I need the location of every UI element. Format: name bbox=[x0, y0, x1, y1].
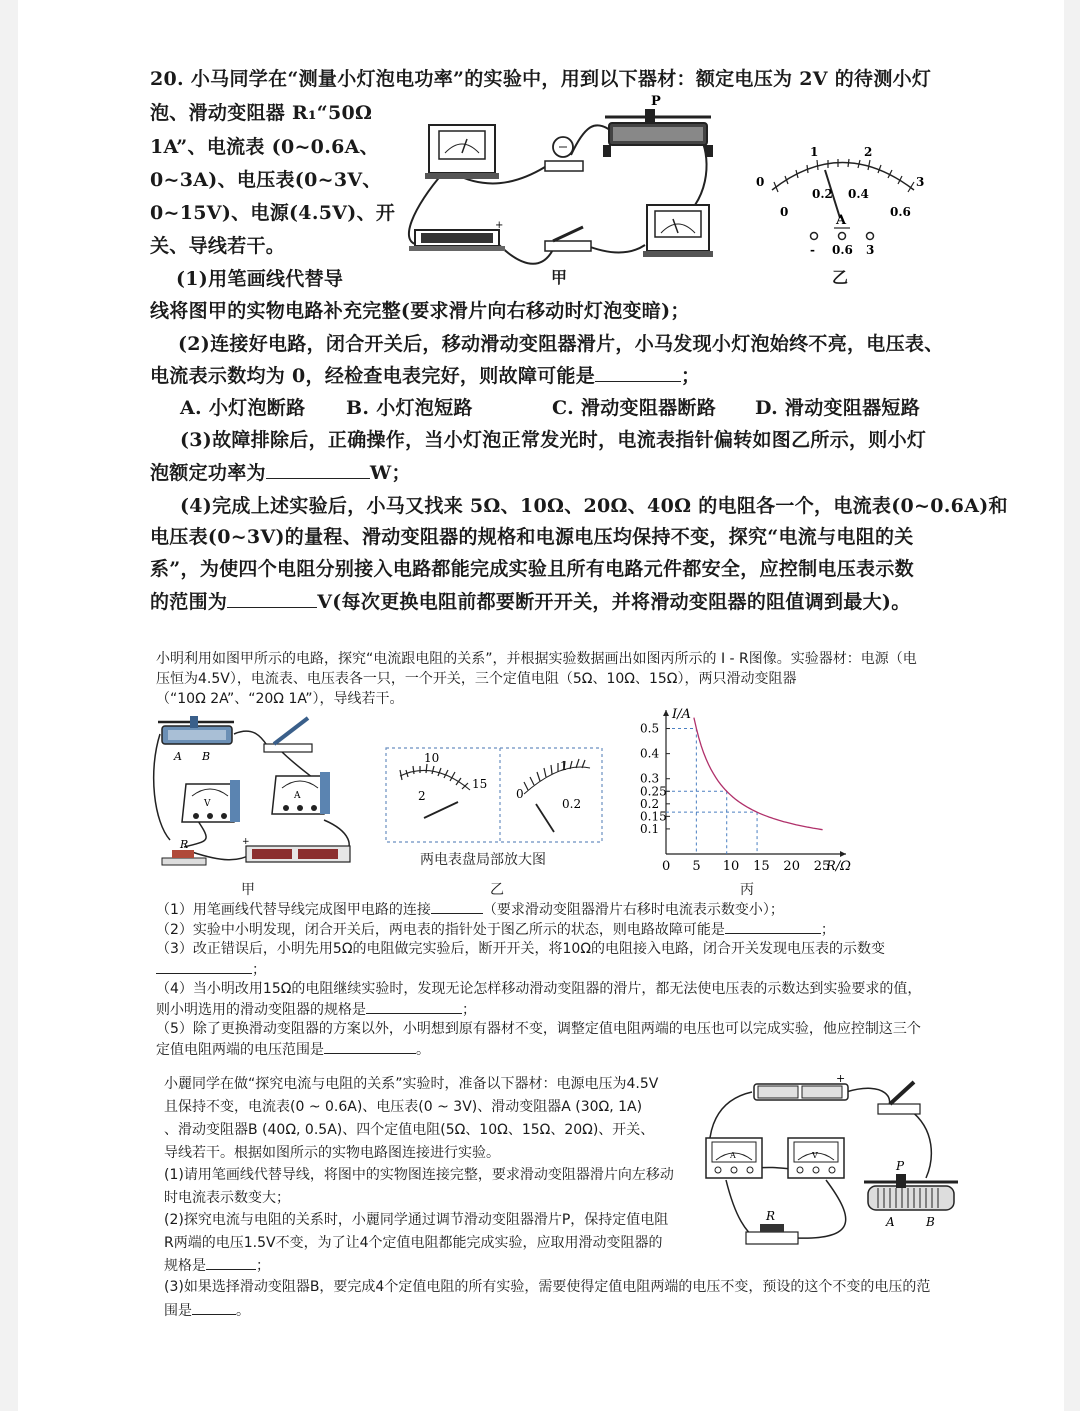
q20-line-7: (1)用笔画线代替导 bbox=[176, 268, 344, 290]
q3-switch bbox=[878, 1082, 920, 1114]
y-tick-0.3: 0.3 bbox=[640, 771, 660, 786]
q2-resistor bbox=[162, 838, 206, 865]
svg-text:V: V bbox=[812, 1151, 818, 1160]
x-tick-10: 10 bbox=[722, 859, 740, 874]
q20-line-2: 泡、滑动变阻器 R₁“50Ω bbox=[150, 102, 373, 124]
q3-ammeter bbox=[706, 1138, 762, 1178]
q2-intro-2: 压恒为4.5V），电流表、电压表各一只，一个开关，三个定值电阻（5Ω、10Ω、15Ω），两只滑动变阻器 bbox=[156, 671, 797, 687]
q20-line-4: 0~3A)、电压表(0~3V、 bbox=[150, 169, 382, 191]
q2-fig-yi-caption: 乙 bbox=[490, 882, 504, 898]
option-c: C. 滑动变阻器断路 bbox=[552, 397, 717, 419]
dial-top-1: 1 bbox=[810, 145, 819, 159]
q2-blank-3[interactable] bbox=[156, 959, 252, 974]
q3-line-1: 小麗同学在做“探究电流与电阻的关系”实验时，准备以下器材：电源电压为4.5V bbox=[164, 1076, 659, 1092]
y-tick-0.5: 0.5 bbox=[640, 721, 660, 736]
dial-top-3: 3 bbox=[916, 175, 925, 189]
svg-text:V: V bbox=[204, 799, 211, 809]
dial-bottom-04: 0.4 bbox=[848, 187, 869, 201]
q20-line-6: 关、导线若干。 bbox=[150, 235, 286, 257]
switch bbox=[545, 227, 591, 251]
q2-blank-4[interactable] bbox=[366, 999, 462, 1014]
q20-line-13-unit: W； bbox=[369, 462, 411, 484]
q3-rheostat bbox=[864, 1159, 958, 1229]
q2-switch bbox=[264, 718, 312, 752]
x-tick-5: 5 bbox=[692, 859, 701, 874]
q2-dial-right-02: 0.2 bbox=[562, 797, 582, 811]
q2-sub-5b bbox=[156, 1039, 430, 1060]
q3-blank-1[interactable] bbox=[206, 1255, 256, 1270]
q20-line-15: 电压表(0~3V)的量程、滑动变阻器的规格和电源电压均保持不变，探究“电流与电阻的关 bbox=[150, 526, 914, 548]
q2-intro-1: 小明利用如图甲所示的电路，探究“电流跟电阻的关系”，并根据实验数据画出如图丙所示的 I - R图像。实验器材：电源（电 bbox=[156, 651, 917, 667]
q20-fig-yi-caption: 乙 bbox=[832, 268, 849, 287]
q3-label-r: R bbox=[766, 1209, 776, 1223]
q3-plus-label: + bbox=[836, 1072, 846, 1085]
terminal-3: 3 bbox=[866, 243, 875, 257]
ir-chart bbox=[630, 706, 860, 882]
q20-line-17-text: 的范围为 bbox=[150, 591, 228, 613]
answer-blank-fault[interactable] bbox=[595, 363, 681, 382]
q2-dial-left-2: 2 bbox=[418, 789, 426, 803]
q2-dial-right-0: 0 bbox=[516, 787, 524, 801]
q20-line-14: (4)完成上述实验后，小马又找来 5Ω、10Ω、20Ω、40Ω 的电阻各一个，电流表(0~0.6A)和 bbox=[180, 495, 1008, 517]
q20-line-8: 线将图甲的实物电路补充完整(要求滑片向右移动时灯泡变暗)； bbox=[150, 300, 690, 322]
q2-circuit-figure bbox=[152, 712, 362, 877]
q2-label-a: A bbox=[174, 750, 182, 763]
q20-circuit-figure bbox=[395, 95, 740, 290]
q20-line-10 bbox=[150, 360, 700, 392]
q2-sub-4-end: ； bbox=[462, 1002, 476, 1018]
option-b: B. 小灯泡短路 bbox=[346, 397, 473, 419]
q3-line-9 bbox=[164, 1255, 270, 1277]
dial-unit: A bbox=[836, 213, 847, 228]
q20-line-10-end: ； bbox=[681, 365, 701, 387]
x-axis-arrow bbox=[840, 851, 846, 857]
x-tick-0: 0 bbox=[662, 859, 671, 874]
q20-line-9: (2)连接好电路，闭合开关后，移动滑动变阻器滑片，小马发现小灯泡始终不亮，电压表、 bbox=[178, 333, 944, 355]
q3-circuit-figure bbox=[696, 1070, 966, 1250]
q2-dial-left-15: 15 bbox=[472, 777, 488, 791]
q2-sub-3b bbox=[156, 959, 266, 980]
q3-line-2: 且保持不变，电流表(0 ~ 0.6A)、电压表(0 ~ 3V)、滑动变阻器A (30Ω, 1A) bbox=[164, 1099, 643, 1115]
y-tick-0.2: 0.2 bbox=[640, 796, 660, 811]
x-tick-25: 25 bbox=[813, 859, 831, 874]
q3-line-11 bbox=[164, 1300, 250, 1322]
answer-blank-voltage-range[interactable] bbox=[227, 589, 317, 608]
q2-sub-4b-text: 则小明选用的滑动变阻器的规格是 bbox=[156, 1002, 366, 1018]
q2-blank-5[interactable] bbox=[324, 1039, 416, 1054]
q20-line-5: 0~15V)、电源(4.5V)、开 bbox=[150, 202, 396, 224]
q2-sub-2-text: （2）实验中小明发现，闭合开关后，两电表的指针处于图乙所示的状态，则电路故障可能是 bbox=[156, 922, 725, 938]
q2-rheostat bbox=[158, 716, 234, 763]
q3-label-p: P bbox=[896, 1159, 905, 1173]
q2-fig-jia-caption: 甲 bbox=[241, 882, 255, 898]
q2-sub-2-end: ； bbox=[820, 922, 835, 938]
q2-dial-caption: 两电表盘局部放大图 bbox=[420, 852, 546, 868]
q2-battery bbox=[242, 837, 350, 862]
q2-sub-5b-text: 定值电阻两端的电压范围是 bbox=[156, 1042, 324, 1058]
q3-blank-2[interactable] bbox=[192, 1300, 236, 1315]
rheostat bbox=[603, 95, 713, 157]
svg-text:A: A bbox=[730, 1151, 736, 1160]
q2-sub-4b bbox=[156, 999, 476, 1020]
q3-line-10: (3)如果选择滑动变阻器B，要完成4个定值电阻的所有实验，需要使得定值电阻两端的电压不变，预设的这个不变的电压的范 bbox=[164, 1279, 931, 1295]
svg-text:A: A bbox=[294, 791, 301, 801]
dial-bottom-02: 0.2 bbox=[812, 187, 833, 201]
y-axis-label: I/A bbox=[672, 707, 691, 722]
q3-battery bbox=[754, 1072, 848, 1100]
option-a: A. 小灯泡断路 bbox=[180, 397, 306, 419]
dial-top-2: 2 bbox=[864, 145, 873, 159]
q20-line-3: 1A”、电流表 (0~0.6A、 bbox=[150, 136, 379, 158]
q3-line-5: (1)请用笔画线代替导线，将图中的实物图连接完整，要求滑动变阻器滑片向左移动 bbox=[164, 1167, 674, 1183]
q2-sub-1 bbox=[156, 899, 784, 920]
q3-line-4: 导线若干。根据如图所示的实物电路图连接进行实验。 bbox=[164, 1145, 500, 1161]
q3-line-11-text: 围是 bbox=[164, 1303, 192, 1319]
q3-label-a: A bbox=[886, 1215, 895, 1229]
q20-line-13 bbox=[150, 457, 411, 489]
q2-ammeter bbox=[272, 772, 330, 814]
q3-resistor bbox=[746, 1209, 798, 1244]
dial-bottom-06: 0.6 bbox=[890, 205, 911, 219]
q20-ammeter-dial bbox=[752, 140, 937, 260]
q3-voltmeter bbox=[788, 1138, 844, 1178]
dial-bottom-0: 0 bbox=[780, 205, 789, 219]
y-tick-0.15: 0.15 bbox=[640, 809, 667, 824]
q2-sub-3: （3）改正错误后，小明先用5Ω的电阻做完实验后，断开开关，将10Ω的电阻接入电路，闭合开关发现电压表的示数变 bbox=[156, 941, 886, 957]
q2-voltmeter bbox=[182, 780, 240, 822]
x-axis-label: R/Ω bbox=[826, 859, 851, 874]
x-tick-20: 20 bbox=[783, 859, 800, 874]
meter-box-right bbox=[643, 205, 713, 257]
q20-line-12: (3)故障排除后，正确操作，当小灯泡正常发光时，电流表指针偏转如图乙所示，则小灯 bbox=[180, 429, 927, 451]
q20-line-16: 系”，为使四个电阻分别接入电路都能完成实验且所有电路元件都安全，应控制电压表示数 bbox=[150, 558, 914, 580]
slider-p-label: P bbox=[651, 95, 661, 109]
q2-dial-right-1: 1 bbox=[560, 759, 568, 773]
q3-line-7: (2)探究电流与电阻的关系时，小麗同学通过调节滑动变阻器滑片P，保持定值电阻 bbox=[164, 1212, 669, 1228]
q2-dial-left-10: 10 bbox=[424, 751, 440, 765]
q2-label-r: R bbox=[180, 838, 189, 851]
y-axis-arrow bbox=[663, 710, 669, 716]
svg-text:+: + bbox=[495, 220, 504, 231]
q2-blank-1[interactable] bbox=[431, 899, 483, 914]
q3-line-9-text: 规格是 bbox=[164, 1258, 206, 1274]
option-d: D. 滑动变阻器短路 bbox=[755, 397, 921, 419]
q2-dial-figure bbox=[384, 746, 604, 846]
q2-sub-5: （5）除了更换滑动变阻器的方案以外，小明想到原有器材不变，调整定值电阻两端的电压也可以完成实验，他应控制这三个 bbox=[156, 1021, 921, 1037]
q3-line-3: 、滑动变阻器B (40Ω, 0.5A)、四个定值电阻(5Ω、10Ω、15Ω、20Ω)、开关、 bbox=[164, 1122, 655, 1138]
y-tick-0.25: 0.25 bbox=[640, 784, 667, 799]
terminal-minus: - bbox=[810, 243, 815, 257]
y-tick-0.1: 0.1 bbox=[640, 821, 660, 836]
q3-label-b: B bbox=[926, 1215, 935, 1229]
q2-fig-bing-caption: 丙 bbox=[740, 882, 754, 898]
q2-sub-5-end: 。 bbox=[416, 1042, 430, 1058]
q2-sub-3-end: ； bbox=[252, 962, 266, 978]
q20-line-17-end: V(每次更换电阻前都要断开开关，并将滑动变阻器的阻值调到最大)。 bbox=[317, 591, 911, 613]
q20-line-10-text: 电流表示数均为 0，经检查电表完好，则故障可能是 bbox=[150, 365, 596, 387]
i-r-curve bbox=[694, 718, 823, 830]
meter-box-left bbox=[425, 125, 499, 179]
q2-sub-4: （4）当小明改用15Ω的电阻继续实验时，发现无论怎样移动滑动变阻器的滑片，都无法使电压表的示数达到实验要求的值， bbox=[156, 981, 922, 997]
q20-line-17 bbox=[150, 586, 911, 618]
q3-line-6: 时电流表示数变大； bbox=[164, 1190, 290, 1206]
q3-line-11-end: 。 bbox=[236, 1303, 250, 1319]
q20-fig-jia-caption: 甲 bbox=[551, 268, 568, 287]
q2-intro-3: （“10Ω 2A”、“20Ω 1A”），导线若干。 bbox=[156, 691, 404, 707]
q2-sub-1-end: （要求滑动变阻器滑片右移时电流表示数变小）； bbox=[482, 902, 784, 918]
q3-line-8: R两端的电压1.5V不变，为了让4个定值电阻都能完成实验，应取用滑动变阻器的 bbox=[164, 1235, 663, 1251]
q2-blank-2[interactable] bbox=[725, 919, 821, 934]
terminal-06: 0.6 bbox=[832, 243, 853, 257]
y-tick-0.4: 0.4 bbox=[640, 746, 660, 761]
answer-blank-power[interactable] bbox=[266, 460, 370, 479]
q20-line-13-text: 泡额定功率为 bbox=[150, 462, 266, 484]
q3-line-9-end: ； bbox=[256, 1258, 270, 1274]
dial-top-0: 0 bbox=[756, 175, 765, 189]
q2-sub-2 bbox=[156, 919, 835, 940]
q2-label-b: B bbox=[202, 750, 211, 763]
q2-sub-1-text: （1）用笔画线代替导线完成图甲电路的连接 bbox=[156, 902, 431, 918]
x-tick-15: 15 bbox=[753, 859, 770, 874]
battery bbox=[409, 220, 505, 251]
svg-text:+: + bbox=[242, 837, 250, 847]
q20-line-1: 20. 小马同学在“测量小灯泡电功率”的实验中，用到以下器材：额定电压为 2V 的待测小灯 bbox=[150, 68, 932, 90]
